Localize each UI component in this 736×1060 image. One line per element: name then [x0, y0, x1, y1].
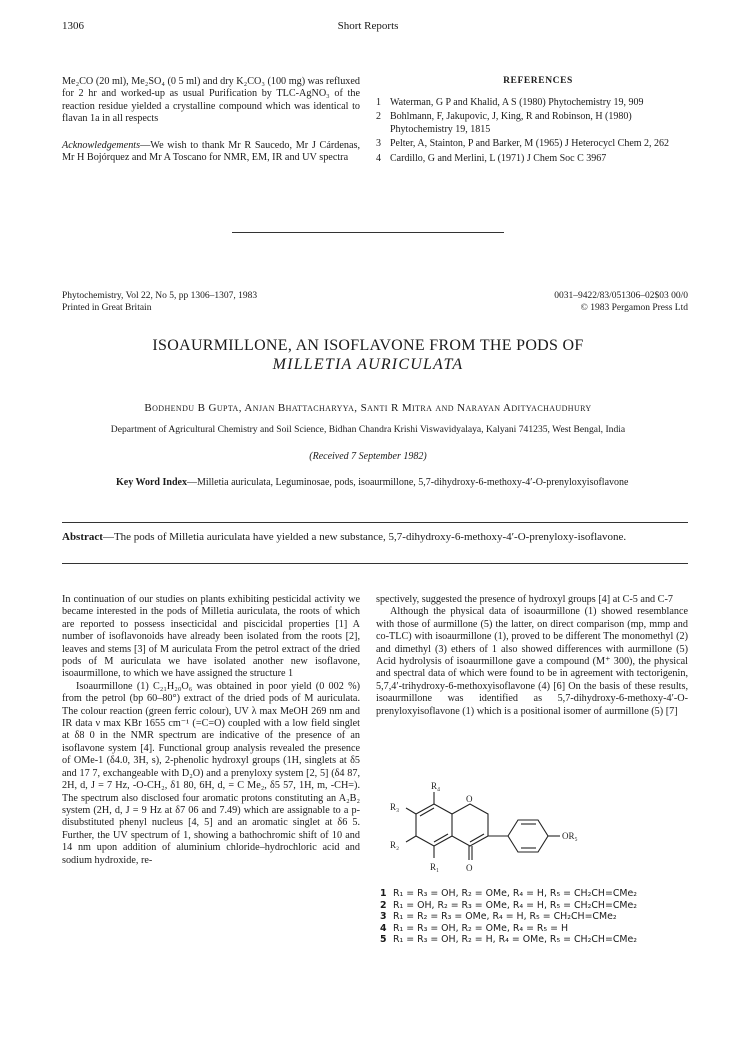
article-separator-rule — [232, 232, 504, 233]
acknowledgements-label: Acknowledgements — [62, 139, 141, 151]
compound-legend — [380, 888, 690, 946]
abstract-bottom-rule — [62, 563, 688, 564]
acknowledgements-text: —We wish to thank Mr R Saucedo, Mr J Cárdenas, Mr H Bojórquez and Mr A Toscano for NMR, EM, IR and UV spectra — [62, 139, 360, 164]
isoflavone-structure-diagram — [376, 780, 688, 880]
authors: Bodhendu B Gupta, Anjan Bhattacharyya, Santi R Mitra and Narayan Adityachaudhury — [144, 402, 592, 414]
reference-number: 2 — [376, 111, 381, 123]
body-paragraph: spectively, suggested the presence of hydroxyl groups [4] at C-5 and C-7 — [376, 594, 673, 605]
prev-article-paragraph: Me₂CO (20 ml), Me₂SO₄ (0 5 ml) and dry K₂CO₃ (100 mg) was refluxed for 2 hr and worked-up as usual Purification by TLC-AgNO₃ of the reaction residue yielded a crystalline compound which was identical to flavan 1a in all respects — [62, 76, 360, 125]
received-date: (Received 7 September 1982) — [309, 451, 427, 462]
references-list — [376, 97, 688, 167]
abstract-label: Abstract — [62, 531, 103, 543]
reference-text: Pelter, A, Stainton, P and Barker, M (1965) J Heterocycl Chem 2, 262 — [390, 138, 670, 150]
keywords-text: —Milletia auriculata, Leguminosae, pods, isoaurmillone, 5,7-dihydroxy-6-methoxy-4′-O-prenyloxyisoflavone — [186, 477, 629, 488]
reference-item — [376, 111, 688, 136]
journal-line: Phytochemistry, Vol 22, No 5, pp 1306–1307, 1983 — [62, 291, 258, 301]
page-number: 1306 — [62, 20, 84, 32]
printed-line: Printed in Great Britain — [62, 303, 152, 313]
copyright: © 1983 Pergamon Press Ltd — [580, 303, 688, 313]
acknowledgements — [62, 140, 360, 165]
keywords — [116, 476, 656, 489]
reference-number: 3 — [376, 138, 381, 150]
body-paragraph: Although the physical data of isoaurmillone (1) showed resemblance with those of aurmillone (5) the latter, on direct comparison (mp, mmp and co-TLC) with isoaurmillone (1), proved to be different The monomethyl (2) and dimethyl (3) ethers of 1 also showed differences with aurmillone (5) Acid hydrolysis of isoaurmillone gave a compound (M⁺ 300), the physical and spectral data of which were found to be in agreement with tectorigenin, 5,7,4′-trihydroxy-6-methoxyisoflavone (4) [6] On the basis of these results, isoaurmillone was identified as 5,7-dihydroxy-6-methoxy-4′-O-prenyloxyisoflavone (1) which is a positional isomer of aurmillone (5) [7] — [376, 606, 688, 717]
journal-info — [62, 290, 257, 314]
abstract — [62, 530, 688, 544]
journal-code-info — [554, 290, 688, 314]
title-line-1: ISOAURMILLONE, AN ISOFLAVONE FROM THE PODS OF — [152, 337, 584, 354]
legend-number: 2 — [380, 899, 387, 911]
keywords-label: Key Word Index — [116, 477, 187, 488]
abstract-text: —The pods of Milletia auriculata have yielded a new substance, 5,7-dihydroxy-6-methoxy-4′-O-prenyloxy-isoflavone. — [102, 531, 627, 543]
legend-text: R₁ = R₂ = R₃ = OMe, R₄ = H, R₅ = CH₂CH=CMe₂ — [392, 911, 617, 923]
abstract-top-rule — [62, 522, 688, 523]
legend-item — [380, 888, 690, 900]
body-paragraph: In continuation of our studies on plants exhibiting pesticidal activity we became interested in the pods of Milletia auriculata, the roots of which are reported to possess insecticidal and piscicidal properties [1] A number of isoflavonoids have already been isolated from the roots [2], leaves and stems [3] of M auriculata From the petrol extract of the dried pods of M auriculata we have isolated another new isoflavone, isoaurmillone, to which we have assigned the structure 1 — [62, 594, 360, 680]
legend-text: R₁ = R₃ = OH, R₂ = OMe, R₄ = R₅ = H — [392, 922, 569, 934]
or5-label: OR₅ — [562, 831, 578, 841]
legend-text: R₁ = R₃ = OH, R₂ = OMe, R₄ = H, R₅ = CH₂CH=CMe₂ — [392, 888, 637, 899]
reference-text: Waterman, G P and Khalid, A S (1980) Phytochemistry 19, 909 — [390, 97, 644, 108]
journal-code: 0031–9422/83/051306–02$03 00/0 — [554, 291, 688, 301]
legend-item — [380, 934, 690, 946]
carbonyl-oxygen-label: O — [466, 863, 473, 873]
ring-oxygen-label: O — [466, 794, 473, 804]
legend-item — [380, 911, 690, 923]
affiliation: Department of Agricultural Chemistry and Soil Science, Bidhan Chandra Krishi Viswavidyalaya, Kalyani 741235, West Bengal, India — [110, 424, 626, 435]
body-left-column — [62, 594, 360, 867]
r2-label: R₂ — [390, 840, 400, 850]
reference-item — [376, 97, 688, 109]
prev-article-column — [62, 76, 360, 164]
legend-text: R₁ = OH, R₂ = R₃ = OMe, R₄ = H, R₅ = CH₂CH=CMe₂ — [392, 899, 637, 911]
legend-number: 5 — [380, 934, 387, 946]
legend-number: 1 — [380, 888, 387, 899]
running-head: Short Reports — [337, 20, 399, 32]
body-paragraph: Isoaurmillone (1) C₂₁H₂₀O₆ was obtained in poor yield (0 002 %) from the petrol (bp 60–80°) extract of the dried pods of M auriculata. The colour reaction (green ferric colour), UV λ max MeOH 269 nm and IR data ν max KBr 1655 cm⁻¹ (=C=O) coupled with a low field singlet at δ8 0 in the NMR spectrum are indicative of the presence of an isoflavone system [4]. Functional group analysis revealed the presence of OMe-1 (δ4.0, 3H, s), 2-phenolic hydroxyl groups (1H, singlets at δ5 and 17 7, exchangeable with D₂O) and a prenyloxy system [2, 5] (δ4 87, 2H, d, J = 7 Hz, -O-CH₂, δ1 80, 6H, d, = C Me₂, δ5 57, 1H, m, -CH=). The spectrum also disclosed four aromatic protons constituting an A₂B₂ system (2H, d, J = 9 Hz at δ7 06 and 7.49) which are assignable to a p-disubstituted phenyl nucleus [4, 5] and an aromatic singlet at δ6 5. Further, the UV spectrum of 1, showing a bathochromic shift of 10 and 14 nm upon addition of aluminium chloride–hydrochloric acid and sodium hydroxide, re- — [62, 680, 360, 866]
article-title — [80, 336, 656, 374]
legend-text: R₁ = R₃ = OH, R₂ = H, R₄ = OMe, R₅ = CH₂CH=CMe₂ — [392, 934, 637, 946]
reference-item — [376, 153, 688, 165]
legend-number: 4 — [380, 922, 387, 934]
legend-item — [380, 900, 690, 912]
references-title: REFERENCES — [503, 76, 573, 86]
reference-number: 1 — [376, 97, 381, 108]
r3-label: R₃ — [390, 802, 400, 812]
title-line-2: MILLETIA AURICULATA — [272, 356, 464, 373]
r1-label: R₁ — [430, 862, 440, 872]
r4-label: R₄ — [431, 781, 441, 791]
body-right-column — [376, 594, 688, 718]
legend-number: 3 — [380, 911, 387, 923]
legend-item — [380, 923, 690, 935]
reference-text: Cardillo, G and Merlini, L (1971) J Chem Soc C 3967 — [390, 152, 607, 164]
reference-item — [376, 138, 688, 150]
reference-text: Bohlmann, F, Jakupovic, J, King, R and Robinson, H (1980) Phytochemistry 19, 1815 — [390, 111, 632, 135]
reference-number: 4 — [376, 152, 381, 164]
